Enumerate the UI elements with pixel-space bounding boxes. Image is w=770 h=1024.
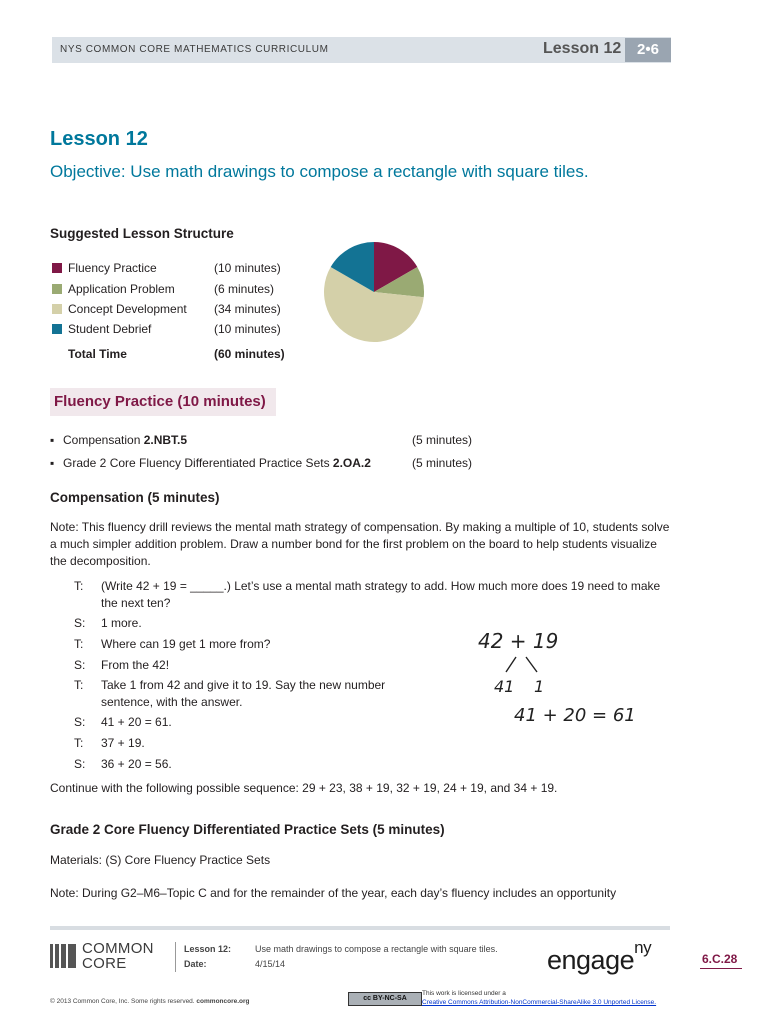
- structure-item-name: Fluency Practice: [68, 261, 157, 275]
- sketch-right-part: 1: [534, 677, 545, 696]
- dialogue-text: Take 1 from 42 and give it to 19. Say the new number sentence, with the answer.: [101, 678, 386, 709]
- engage-ny-text: ny: [634, 938, 652, 957]
- speaker: S:: [74, 658, 86, 672]
- grade2-heading: Grade 2 Core Fluency Differentiated Practice Sets (5 minutes): [50, 822, 445, 837]
- lesson-structure-pie-chart: [322, 239, 426, 345]
- footer-lesson-label: Lesson 12:: [184, 944, 232, 954]
- total-time-label: Total Time: [68, 347, 127, 361]
- dialogue-line: [0, 657, 400, 674]
- page-number: 6.C.28: [702, 952, 738, 966]
- objective: Objective: Use math drawings to compose a rectangle with square tiles.: [50, 162, 589, 181]
- speaker: T:: [74, 579, 84, 593]
- dialogue-line: [0, 677, 420, 711]
- speaker: T:: [74, 736, 84, 750]
- dialogue-line: [0, 714, 400, 731]
- dialogue-line: [0, 756, 400, 773]
- speaker: T:: [74, 678, 84, 692]
- structure-heading: Suggested Lesson Structure: [50, 226, 234, 241]
- speaker: S:: [74, 757, 86, 771]
- speaker: T:: [74, 637, 84, 651]
- grade2-materials: Materials: (S) Core Fluency Practice Sets: [50, 853, 271, 867]
- grade2-note: Note: During G2–M6–Topic C and for the remainder of the year, each day’s fluency includes an opportunity: [50, 886, 617, 900]
- legend-square-fluency: [52, 263, 62, 273]
- structure-item-duration: (34 minutes): [214, 302, 281, 316]
- footer-rule: [50, 926, 670, 930]
- total-time-value: (60 minutes): [214, 347, 285, 361]
- bullet-label: Grade 2 Core Fluency Differentiated Practice Sets: [63, 456, 333, 470]
- footer-divider: [175, 942, 176, 972]
- fluency-heading: Fluency Practice (10 minutes): [54, 393, 266, 410]
- dialogue-text: From the 42!: [101, 658, 170, 672]
- number-bond-sketch: [470, 622, 640, 732]
- legend-square-application: [52, 284, 62, 294]
- dialogue-text: 1 more.: [101, 616, 142, 630]
- cc-license-badge: cc BY-NC-SA: [348, 992, 422, 1006]
- structure-item-name: Student Debrief: [68, 322, 152, 336]
- dialogue-text: 36 + 20 = 56.: [101, 757, 172, 771]
- dialogue-text: Where can 19 get 1 more from?: [101, 637, 271, 651]
- license-text: This work is licensed under a: [422, 990, 506, 997]
- bullet-label: Compensation: [63, 433, 144, 447]
- logo-common: COMMON: [82, 940, 154, 957]
- sketch-result: 41 + 20 = 61: [514, 705, 636, 726]
- copyright: [50, 998, 250, 1005]
- engageny-logo: [547, 938, 652, 976]
- header-lesson: Lesson 12: [543, 40, 622, 57]
- bullet-standard: 2.OA.2: [332, 456, 371, 470]
- dialogue-text: (Write 42 + 19 = _____.) Let’s use a mental math strategy to add. How much more does 19 need to make the next ten?: [101, 579, 661, 610]
- bond-line-right: [526, 657, 537, 672]
- structure-item-duration: (10 minutes): [214, 322, 281, 336]
- dialogue-line: [0, 636, 400, 653]
- grade-module-badge: 2•6: [625, 38, 671, 62]
- legend-square-debrief: [52, 324, 62, 334]
- copyright-text: © 2013 Common Core, Inc. Some rights reserved.: [50, 998, 195, 1005]
- sketch-top-expression: 42 + 19: [478, 629, 559, 653]
- lesson-title: Lesson 12: [50, 128, 148, 150]
- compensation-heading: Compensation (5 minutes): [50, 490, 220, 505]
- dialogue-text: 37 + 19.: [101, 736, 145, 750]
- speaker: S:: [74, 715, 86, 729]
- bullet-standard: 2.NBT.5: [143, 433, 188, 447]
- bullet-square-icon: ▪: [50, 456, 55, 470]
- copyright-site: commoncore.org: [196, 998, 250, 1005]
- bond-line-left: [506, 657, 516, 672]
- legend-square-concept: [52, 304, 62, 314]
- curriculum-label: NYS COMMON CORE MATHEMATICS CURRICULUM: [60, 44, 329, 55]
- footer-date-value: 4/15/14: [255, 959, 286, 969]
- footer-lesson-value: Use math drawings to compose a rectangle with square tiles.: [255, 944, 498, 954]
- continue-text: Continue with the following possible sequence: 29 + 23, 38 + 19, 32 + 19, 24 + 19, and 34 + 19.: [50, 781, 558, 795]
- page-number-underline: [700, 968, 742, 969]
- structure-item-duration: (6 minutes): [214, 282, 275, 296]
- common-core-logo-icon: [50, 944, 78, 968]
- structure-item-name: Application Problem: [68, 282, 175, 296]
- bullet-duration: (5 minutes): [412, 433, 473, 447]
- dialogue-line: [0, 615, 400, 632]
- dialogue-text: 41 + 20 = 61.: [101, 715, 172, 729]
- engage-text: engage: [547, 945, 635, 975]
- license-link[interactable]: Creative Commons Attribution-NonCommercial-ShareAlike 3.0 Unported License.: [422, 999, 657, 1006]
- sketch-left-part: 41: [494, 677, 515, 696]
- bullet-duration: (5 minutes): [412, 456, 473, 470]
- structure-item-duration: (10 minutes): [214, 261, 281, 275]
- speaker: S:: [74, 616, 86, 630]
- footer-date-label: Date:: [184, 959, 207, 969]
- dialogue-line: [0, 735, 400, 752]
- bullet-square-icon: ▪: [50, 433, 55, 447]
- compensation-note: Note: This fluency drill reviews the mental math strategy of compensation. By making a multiple of 10, students solve a much simpler addition problem. Draw a number bond for the first problem on the board to help students visualize the decomposition.: [50, 520, 670, 568]
- structure-item-name: Concept Development: [68, 302, 187, 316]
- dialogue-line: [0, 578, 770, 612]
- logo-core: CORE: [82, 955, 127, 972]
